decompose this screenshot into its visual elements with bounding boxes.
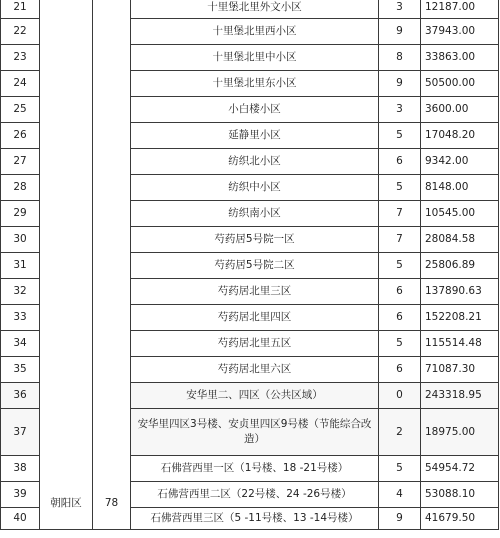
area-name-cell: 十里堡北里中小区 bbox=[131, 45, 379, 71]
building-count-cell: 5 bbox=[379, 123, 421, 149]
area-value-cell: 41679.50 bbox=[421, 508, 499, 530]
area-value-cell: 50500.00 bbox=[421, 71, 499, 97]
area-name-cell: 芍药居北里三区 bbox=[131, 279, 379, 305]
building-count-cell: 9 bbox=[379, 19, 421, 45]
area-value-cell: 37943.00 bbox=[421, 19, 499, 45]
row-number-cell: 30 bbox=[1, 227, 40, 253]
row-number-cell: 21 bbox=[1, 0, 40, 19]
building-count-cell: 6 bbox=[379, 305, 421, 331]
building-count-cell: 5 bbox=[379, 456, 421, 482]
area-name-cell: 纺织北小区 bbox=[131, 149, 379, 175]
area-name-cell: 安华里四区3号楼、安贞里四区9号楼（节能综合改造） bbox=[131, 409, 379, 456]
district-cell: 朝阳区 bbox=[40, 0, 93, 530]
area-name-cell: 十里堡北里东小区 bbox=[131, 71, 379, 97]
row-number-cell: 35 bbox=[1, 357, 40, 383]
row-number-cell: 26 bbox=[1, 123, 40, 149]
area-value-cell: 25806.89 bbox=[421, 253, 499, 279]
area-name-cell: 芍药居5号院一区 bbox=[131, 227, 379, 253]
area-name-cell: 纺织南小区 bbox=[131, 201, 379, 227]
building-count-cell: 7 bbox=[379, 227, 421, 253]
row-number-cell: 29 bbox=[1, 201, 40, 227]
building-count-cell: 6 bbox=[379, 149, 421, 175]
area-name-cell: 芍药居北里五区 bbox=[131, 331, 379, 357]
district-count-cell: 78 bbox=[93, 0, 131, 530]
table-row bbox=[1, 0, 499, 19]
area-name-cell: 芍药居北里六区 bbox=[131, 357, 379, 383]
row-number-cell: 23 bbox=[1, 45, 40, 71]
area-value-cell: 243318.95 bbox=[421, 383, 499, 409]
row-number-cell: 40 bbox=[1, 508, 40, 530]
area-value-cell: 71087.30 bbox=[421, 357, 499, 383]
area-name-cell: 纺织中小区 bbox=[131, 175, 379, 201]
row-number-cell: 22 bbox=[1, 19, 40, 45]
row-number-cell: 25 bbox=[1, 97, 40, 123]
building-count-cell: 9 bbox=[379, 508, 421, 530]
row-number-cell: 38 bbox=[1, 456, 40, 482]
area-value-cell: 18975.00 bbox=[421, 409, 499, 456]
row-number-cell: 27 bbox=[1, 149, 40, 175]
building-count-cell: 2 bbox=[379, 409, 421, 456]
area-name-cell: 十里堡北里外文小区 bbox=[131, 0, 379, 19]
building-count-cell: 5 bbox=[379, 331, 421, 357]
building-count-cell: 4 bbox=[379, 482, 421, 508]
row-number-cell: 31 bbox=[1, 253, 40, 279]
area-value-cell: 8148.00 bbox=[421, 175, 499, 201]
row-number-cell: 32 bbox=[1, 279, 40, 305]
row-number-cell: 33 bbox=[1, 305, 40, 331]
area-name-cell: 延静里小区 bbox=[131, 123, 379, 149]
building-count-cell: 6 bbox=[379, 279, 421, 305]
area-name-cell: 安华里二、四区（公共区域） bbox=[131, 383, 379, 409]
area-name-cell: 十里堡北里西小区 bbox=[131, 19, 379, 45]
area-value-cell: 53088.10 bbox=[421, 482, 499, 508]
area-value-cell: 9342.00 bbox=[421, 149, 499, 175]
area-value-cell: 3600.00 bbox=[421, 97, 499, 123]
row-number-cell: 39 bbox=[1, 482, 40, 508]
area-name-cell: 芍药居北里四区 bbox=[131, 305, 379, 331]
area-value-cell: 12187.00 bbox=[421, 0, 499, 19]
area-value-cell: 115514.48 bbox=[421, 331, 499, 357]
building-count-cell: 6 bbox=[379, 357, 421, 383]
row-number-cell: 37 bbox=[1, 409, 40, 456]
area-name-cell: 石佛营西里三区（5 -11号楼、13 -14号楼） bbox=[131, 508, 379, 530]
building-count-cell: 9 bbox=[379, 71, 421, 97]
area-value-cell: 28084.58 bbox=[421, 227, 499, 253]
building-count-cell: 0 bbox=[379, 383, 421, 409]
area-value-cell: 137890.63 bbox=[421, 279, 499, 305]
area-name-cell: 芍药居5号院二区 bbox=[131, 253, 379, 279]
area-name-cell: 石佛营西里二区（22号楼、24 -26号楼） bbox=[131, 482, 379, 508]
building-count-cell: 5 bbox=[379, 175, 421, 201]
area-name-cell: 小白楼小区 bbox=[131, 97, 379, 123]
building-count-cell: 3 bbox=[379, 0, 421, 19]
building-count-cell: 8 bbox=[379, 45, 421, 71]
area-value-cell: 54954.72 bbox=[421, 456, 499, 482]
building-count-cell: 5 bbox=[379, 253, 421, 279]
area-value-cell: 10545.00 bbox=[421, 201, 499, 227]
row-number-cell: 28 bbox=[1, 175, 40, 201]
area-value-cell: 17048.20 bbox=[421, 123, 499, 149]
area-value-cell: 152208.21 bbox=[421, 305, 499, 331]
table-body bbox=[1, 0, 499, 530]
row-number-cell: 36 bbox=[1, 383, 40, 409]
building-count-cell: 3 bbox=[379, 97, 421, 123]
row-number-cell: 34 bbox=[1, 331, 40, 357]
area-value-cell: 33863.00 bbox=[421, 45, 499, 71]
building-count-cell: 7 bbox=[379, 201, 421, 227]
area-name-cell: 石佛营西里一区（1号楼、18 -21号楼） bbox=[131, 456, 379, 482]
row-number-cell: 24 bbox=[1, 71, 40, 97]
